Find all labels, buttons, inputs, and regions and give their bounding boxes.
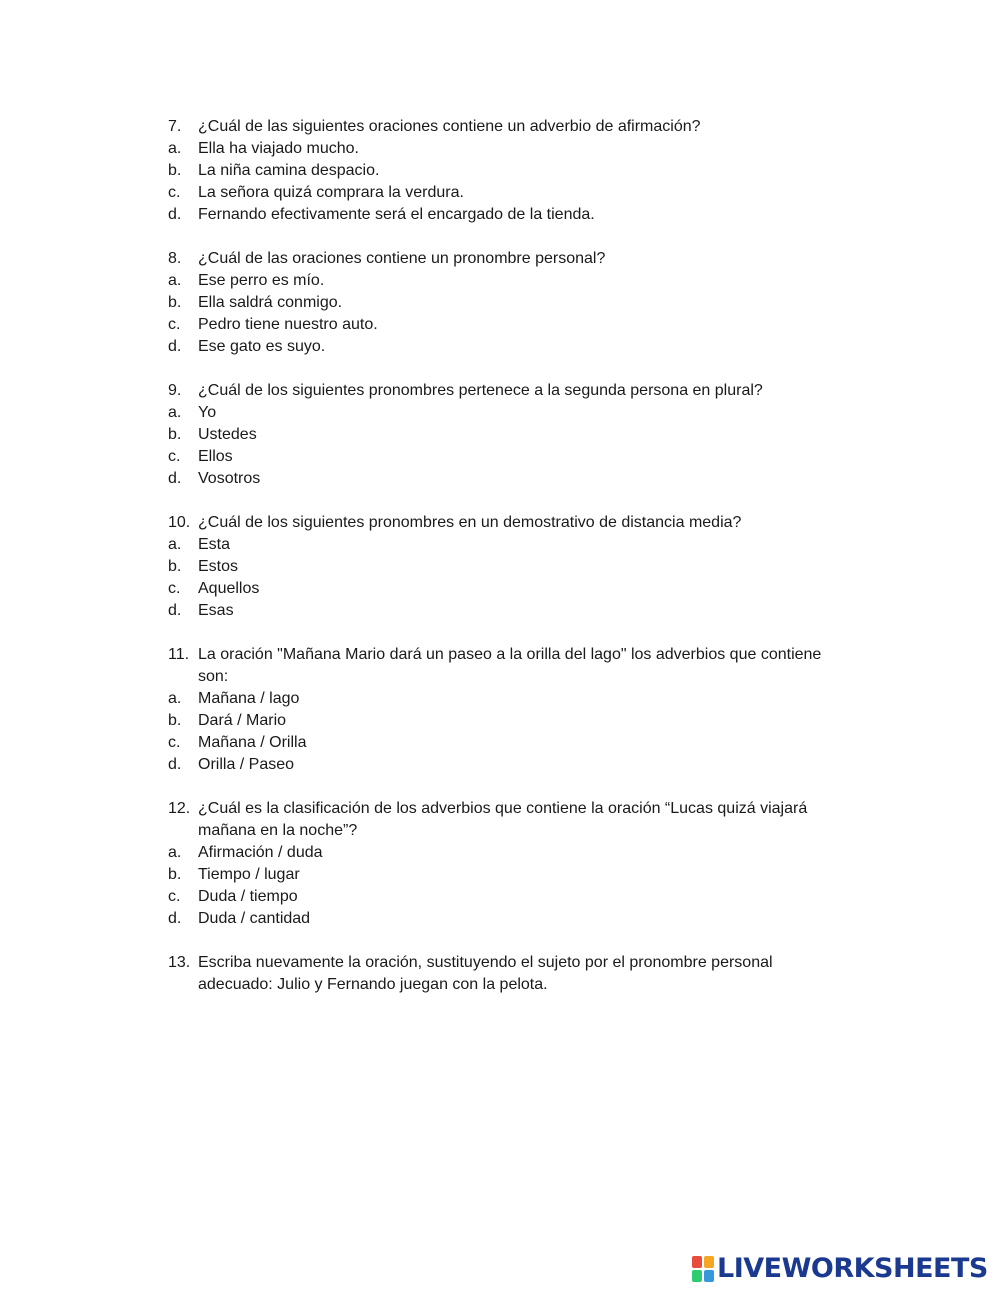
question-number: 8. <box>168 250 182 267</box>
option-b <box>168 556 848 578</box>
option-letter: b. <box>168 866 182 883</box>
option-text: Esta <box>198 536 231 553</box>
option-text: Ese gato es suyo. <box>198 338 326 355</box>
option-d <box>168 754 848 776</box>
question-13 <box>168 952 848 996</box>
logo-icon <box>692 1256 714 1282</box>
option-c <box>168 886 848 908</box>
option-letter: d. <box>168 756 182 773</box>
option-letter: a. <box>168 272 182 289</box>
option-letter: a. <box>168 690 182 707</box>
option-text: Yo <box>198 404 217 421</box>
option-letter: c. <box>168 184 181 201</box>
option-letter: b. <box>168 712 182 729</box>
option-letter: c. <box>168 888 181 905</box>
option-text: Tiempo / lugar <box>198 866 300 883</box>
question-text: Escriba nuevamente la oración, sustituyendo el sujeto por el pronombre personal adecuado: Julio y Fernando juegan con la pelota. <box>198 954 773 993</box>
question-number: 9. <box>168 382 182 399</box>
option-b <box>168 292 848 314</box>
option-text: Fernando efectivamente será el encargado de la tienda. <box>198 206 595 223</box>
question-stem <box>168 380 848 402</box>
option-c <box>168 182 848 204</box>
option-text: Duda / cantidad <box>198 910 311 927</box>
option-text: Duda / tiempo <box>198 888 298 905</box>
option-text: Vosotros <box>198 470 261 487</box>
option-text: La niña camina despacio. <box>198 162 380 179</box>
question-11 <box>168 644 848 776</box>
logo-square-red <box>692 1256 702 1268</box>
question-stem <box>168 952 848 996</box>
option-a <box>168 270 848 292</box>
option-text: Aquellos <box>198 580 260 597</box>
option-letter: c. <box>168 580 181 597</box>
question-stem <box>168 248 848 270</box>
option-letter: a. <box>168 844 182 861</box>
option-letter: d. <box>168 338 182 355</box>
option-text: Afirmación / duda <box>198 844 323 861</box>
option-b <box>168 160 848 182</box>
option-text: Ella ha viajado mucho. <box>198 140 359 157</box>
option-b <box>168 864 848 886</box>
option-letter: d. <box>168 910 182 927</box>
option-a <box>168 688 848 710</box>
option-d <box>168 600 848 622</box>
question-text: ¿Cuál de las siguientes oraciones contiene un adverbio de afirmación? <box>198 118 701 135</box>
option-text: Ese perro es mío. <box>198 272 325 289</box>
option-b <box>168 710 848 732</box>
option-text: Ustedes <box>198 426 257 443</box>
question-stem <box>168 116 848 138</box>
option-letter: a. <box>168 404 182 421</box>
option-text: Ellos <box>198 448 233 465</box>
question-9 <box>168 380 848 490</box>
option-letter: d. <box>168 470 182 487</box>
question-stem <box>168 512 848 534</box>
option-letter: a. <box>168 140 182 157</box>
question-text: ¿Cuál de las oraciones contiene un pronombre personal? <box>198 250 606 267</box>
question-text: ¿Cuál es la clasificación de los adverbios que contiene la oración “Lucas quizá viajará mañana en la noche”? <box>198 800 808 839</box>
question-number: 12. <box>168 800 191 817</box>
option-d <box>168 468 848 490</box>
option-text: Ella saldrá conmigo. <box>198 294 343 311</box>
logo-wordmark: LIVEWORKSHEETS <box>717 1253 988 1284</box>
option-d <box>168 908 848 930</box>
option-d <box>168 204 848 226</box>
option-text: Pedro tiene nuestro auto. <box>198 316 378 333</box>
option-letter: c. <box>168 448 181 465</box>
option-letter: b. <box>168 426 182 443</box>
option-letter: b. <box>168 558 182 575</box>
option-d <box>168 336 848 358</box>
question-text: La oración "Mañana Mario dará un paseo a la orilla del lago" los adverbios que contiene son: <box>198 646 822 685</box>
option-letter: a. <box>168 536 182 553</box>
option-letter: c. <box>168 734 181 751</box>
option-letter: d. <box>168 602 182 619</box>
option-a <box>168 138 848 160</box>
question-stem <box>168 644 848 688</box>
option-a <box>168 842 848 864</box>
question-number: 11. <box>168 646 190 663</box>
option-c <box>168 314 848 336</box>
option-c <box>168 446 848 468</box>
question-12 <box>168 798 848 930</box>
question-8 <box>168 248 848 358</box>
question-stem <box>168 798 848 842</box>
question-10 <box>168 512 848 622</box>
option-c <box>168 732 848 754</box>
option-text: La señora quizá comprara la verdura. <box>198 184 464 201</box>
option-text: Mañana / lago <box>198 690 300 707</box>
option-a <box>168 402 848 424</box>
option-text: Dará / Mario <box>198 712 287 729</box>
option-letter: b. <box>168 294 182 311</box>
question-7 <box>168 116 848 226</box>
option-text: Esas <box>198 602 234 619</box>
logo-square-blue <box>704 1270 714 1282</box>
logo-square-orange <box>704 1256 714 1268</box>
option-letter: c. <box>168 316 181 333</box>
question-text: ¿Cuál de los siguientes pronombres pertenece a la segunda persona en plural? <box>198 382 763 399</box>
worksheet <box>168 116 848 1018</box>
liveworksheets-logo <box>692 1254 988 1284</box>
option-letter: d. <box>168 206 182 223</box>
logo-square-green <box>692 1270 702 1282</box>
question-text: ¿Cuál de los siguientes pronombres en un demostrativo de distancia media? <box>198 514 742 531</box>
question-number: 10. <box>168 514 191 531</box>
option-c <box>168 578 848 600</box>
option-text: Estos <box>198 558 239 575</box>
option-text: Orilla / Paseo <box>198 756 295 773</box>
option-a <box>168 534 848 556</box>
option-letter: b. <box>168 162 182 179</box>
option-text: Mañana / Orilla <box>198 734 307 751</box>
question-number: 7. <box>168 118 182 135</box>
option-b <box>168 424 848 446</box>
question-number: 13. <box>168 954 191 971</box>
